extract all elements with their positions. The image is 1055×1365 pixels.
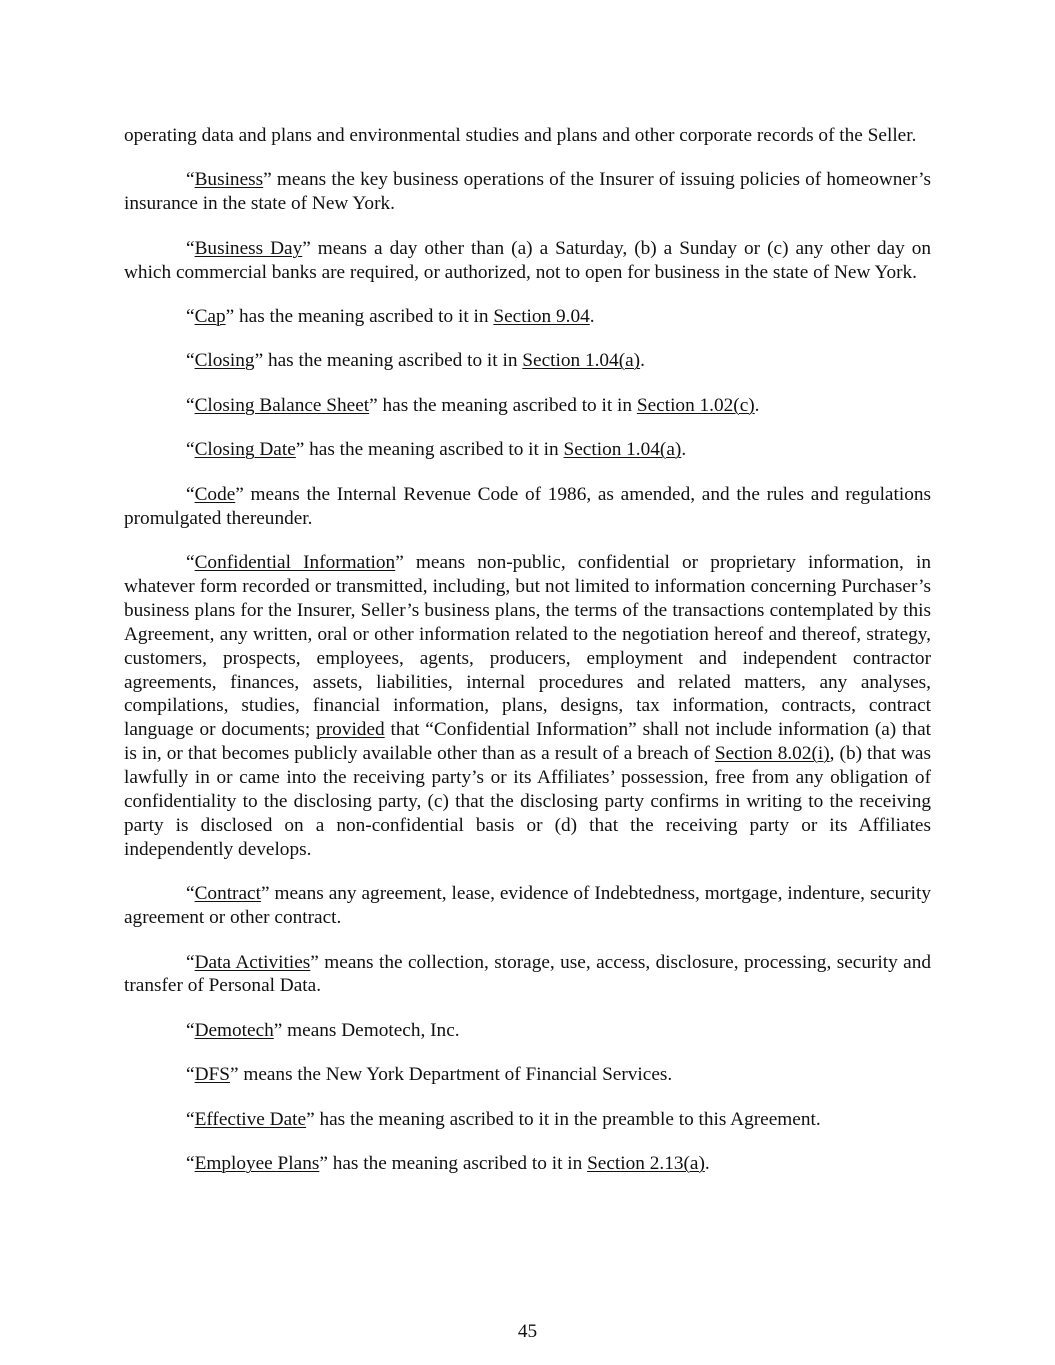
definition-employee-plans: “Employee Plans” has the meaning ascribed to it in Section 2.13(a). xyxy=(186,1153,710,1175)
definition-text: means the collection, storage, use, access, disclosure, processing, security and transfer of Personal Data. xyxy=(124,951,931,997)
definition-text: has the meaning ascribed to it in the preamble to this Agreement. xyxy=(314,1108,821,1130)
defined-term: Code xyxy=(194,483,236,505)
paragraph-continuation xyxy=(124,124,931,148)
defined-term: Employee Plans xyxy=(194,1153,320,1175)
definition-text-tail: , (b) that was lawfully in or came into the receiving party’s or its Affiliates’ possession, free from any obligation of confidentiality to the disclosing party, (c) that the disclosing party confirms in writing to the receiving party is disclosed on a non-confidential basis or (d) that the receiving party or its Affiliates independently develops. xyxy=(124,743,931,860)
definition-cap: “Cap” has the meaning ascribed to it in Section 9.04. xyxy=(186,306,595,328)
proviso-term: provided xyxy=(316,719,385,741)
defined-term: Cap xyxy=(194,306,226,328)
defined-term: Contract xyxy=(194,883,261,905)
definition-text: means any agreement, lease, evidence of Indebtedness, mortgage, indenture, security agreement or other contract. xyxy=(124,883,931,929)
section-reference: Section 9.04 xyxy=(493,306,590,328)
definition-business-day: “Business Day” means a day other than (a) a Saturday, (b) a Sunday or (c) any other day on which commercial banks are required, or authorized, not to open for business in the state of New York. xyxy=(124,237,931,283)
definition-text: has the meaning ascribed to it in xyxy=(263,350,523,372)
defined-term: Business Day xyxy=(194,237,303,259)
defined-term: Data Activities xyxy=(194,951,311,973)
definition-closing-date: “Closing Date” has the meaning ascribed to it in Section 1.04(a). xyxy=(186,439,687,461)
page-number: 45 xyxy=(517,1321,538,1342)
section-reference: Section 1.04(a) xyxy=(522,350,641,372)
definition-text: means Demotech, Inc. xyxy=(282,1019,460,1041)
section-reference: Section 8.02(i) xyxy=(714,743,830,765)
definition-effective-date: “Effective Date” has the meaning ascribed to it in the preamble to this Agreement. xyxy=(186,1108,821,1130)
definition-business: “Business” means the key business operations of the Insurer of issuing policies of homeowner’s insurance in the state of New York. xyxy=(124,169,931,215)
definition-dfs: “DFS” means the New York Department of Financial Services. xyxy=(186,1064,673,1086)
defined-term: Effective Date xyxy=(194,1108,307,1130)
defined-term: Closing Date xyxy=(194,439,296,461)
defined-term: Business xyxy=(194,169,264,191)
section-reference: Section 1.04(a) xyxy=(563,439,682,461)
section-reference: Section 1.02(c) xyxy=(636,394,755,416)
defined-term: Closing Balance Sheet xyxy=(194,394,370,416)
defined-term: DFS xyxy=(194,1064,230,1086)
section-reference: Section 2.13(a) xyxy=(587,1153,705,1175)
definition-demotech: “Demotech” means Demotech, Inc. xyxy=(186,1019,460,1041)
definition-data-activities: “Data Activities” means the collection, storage, use, access, disclosure, processing, security and transfer of Personal Data. xyxy=(124,951,931,997)
definition-contract: “Contract” means any agreement, lease, evidence of Indebtedness, mortgage, indenture, security agreement or other contract. xyxy=(124,883,931,929)
definition-closing: “Closing” has the meaning ascribed to it in Section 1.04(a). xyxy=(186,350,645,372)
definition-code: “Code” means the Internal Revenue Code of 1986, as amended, and the rules and regulations promulgated thereunder. xyxy=(124,483,931,529)
definition-text: has the meaning ascribed to it in xyxy=(304,439,564,461)
paragraph-text: operating data and plans and environmental studies and plans and other corporate records of the Seller. xyxy=(124,125,917,146)
definition-closing-balance-sheet: “Closing Balance Sheet” has the meaning ascribed to it in Section 1.02(c). xyxy=(186,394,760,416)
definition-text: means a day other than (a) a Saturday, (b) a Sunday or (c) any other day on which commercial banks are required, or authorized, not to open for business in the state of New York. xyxy=(124,237,931,283)
definition-text: has the meaning ascribed to it in xyxy=(234,306,494,328)
document-page xyxy=(124,124,931,1197)
defined-term: Closing xyxy=(194,350,255,372)
definition-text: means the Internal Revenue Code of 1986, as amended, and the rules and regulations promulgated thereunder. xyxy=(124,483,931,529)
definition-text: means the key business operations of the Insurer of issuing policies of homeowner’s insurance in the state of New York. xyxy=(124,169,931,215)
defined-term: Demotech xyxy=(194,1019,274,1041)
definition-text: means the New York Department of Financial Services. xyxy=(238,1064,673,1086)
defined-term: Confidential Information xyxy=(194,551,396,573)
definition-text-continued: that “Confidential Information” shall not include information (a) that is in, or that becomes publicly available other than as a result of a breach of xyxy=(124,719,931,765)
definition-text: has the meaning ascribed to it in xyxy=(377,394,637,416)
definition-confidential-information: “Confidential Information” means non-public, confidential or proprietary information, in whatever form recorded or transmitted, including, but not limited to information concerning Purchaser’s business plans for the Insurer, Seller’s business plans, the terms of the transactions contemplated by this Agreement, any written, oral or other information related to the negotiation hereof and thereof, strategy, customers, prospects, employees, agents, producers, employment and independent contractor agreements, finances, assets, liabilities, internal procedures and related matters, any analyses, compilations, studies, financial information, plans, designs, tax information, contracts, contract language or documents; provided that “Confidential Information” shall not include information (a) that is in, or that becomes publicly available other than as a result of a breach of Section 8.02(i), (b) that was lawfully in or came into the receiving party’s or its Affiliates’ possession, free from any obligation of confidentiality to the disclosing party, (c) that the disclosing party confirms in writing to the receiving party is disclosed on a non-confidential basis or (d) that the receiving party or its Affiliates independently develops. xyxy=(124,551,931,860)
definition-text: means non-public, confidential or proprietary information, in whatever form recorded or transmitted, including, but not limited to information concerning Purchaser’s business plans for the Insurer, Seller’s business plans, the terms of the transactions contemplated by this Agreement, any written, oral or other information related to the negotiation hereof and thereof, strategy, customers, prospects, employees, agents, producers, employment and independent contractor agreements, finances, assets, liabilities, internal procedures and related matters, any analyses, compilations, studies, financial information, plans, designs, tax information, contracts, contract language or documents; xyxy=(124,551,931,741)
definition-text: has the meaning ascribed to it in xyxy=(327,1153,588,1175)
